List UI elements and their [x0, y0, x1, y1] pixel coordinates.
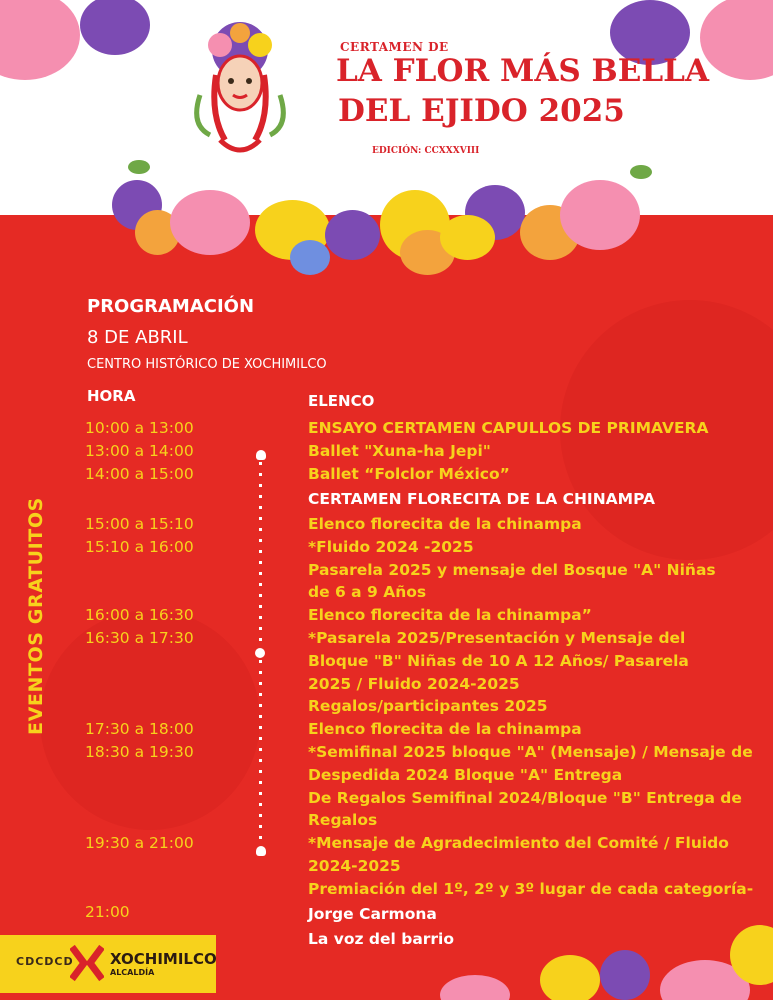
flower-icon — [255, 648, 265, 658]
alcaldia-subtitle: ALCALDÍA — [110, 968, 155, 977]
title-line-2: DEL EJIDO 2025 — [338, 93, 625, 129]
program-line: *Semifinal 2025 bloque "A" (Mensaje) / Mensaje de — [308, 743, 753, 761]
alcaldia-logo-block — [0, 935, 216, 993]
tulip-icon — [256, 450, 266, 460]
flower-decoration — [560, 180, 640, 250]
flower-decoration — [325, 210, 380, 260]
flower-decoration — [170, 190, 250, 255]
leaf-decoration — [630, 165, 652, 179]
program-line: Despedida 2024 Bloque "A" Entrega — [308, 766, 623, 784]
time-slot: 14:00 a 15:00 — [85, 465, 194, 483]
program-line: Premiación del 1º, 2º y 3º lugar de cada categoría- — [308, 880, 754, 898]
title-certamen: CERTAMEN DE — [340, 40, 449, 54]
program-line: Bloque "B" Niñas de 10 A 12 Años/ Pasarela — [308, 652, 689, 670]
program-column-header: ELENCO — [308, 392, 375, 410]
program-line: Jorge Carmona — [308, 905, 437, 923]
program-line: Elenco florecita de la chinampa — [308, 515, 582, 533]
xochimilco-x-icon — [70, 943, 104, 983]
program-line: Regalos — [308, 811, 378, 829]
flower-decoration — [440, 975, 510, 1000]
seal-icons: CDCDCD — [16, 955, 74, 968]
flower-decoration — [290, 240, 330, 275]
tulip-icon — [256, 846, 266, 856]
time-slot: 16:30 a 17:30 — [85, 629, 194, 647]
program-line: Ballet "Xuna-ha Jepi" — [308, 442, 491, 460]
event-date: 8 DE ABRIL — [87, 327, 188, 348]
time-slot: 10:00 a 13:00 — [85, 419, 194, 437]
program-line: Pasarela 2025 y mensaje del Bosque "A" Niñas — [308, 561, 716, 579]
program-line: Elenco florecita de la chinampa — [308, 720, 582, 738]
event-place: CENTRO HISTÓRICO DE XOCHIMILCO — [87, 357, 327, 372]
flower-decoration — [600, 950, 650, 1000]
time-slot: 18:30 a 19:30 — [85, 743, 194, 761]
program-line: *Pasarela 2025/Presentación y Mensaje del — [308, 629, 686, 647]
program-line: Elenco florecita de la chinampa” — [308, 606, 592, 624]
time-slot: 19:30 a 21:00 — [85, 834, 194, 852]
program-line: La voz del barrio — [308, 930, 455, 948]
program-line: De Regalos Semifinal 2024/Bloque "B" Entrega de — [308, 789, 742, 807]
alcaldia-name: XOCHIMILCO — [110, 950, 217, 968]
program-line: 2024-2025 — [308, 857, 401, 875]
flower-decoration — [540, 955, 600, 1000]
time-column-header: HORA — [87, 387, 136, 405]
time-slot: 15:10 a 16:00 — [85, 538, 194, 556]
program-line: Regalos/participantes 2025 — [308, 697, 548, 715]
program-line: *Mensaje de Agradecimiento del Comité / Fluido — [308, 834, 729, 852]
time-slot: 17:30 a 18:00 — [85, 720, 194, 738]
free-events-label: EVENTOS GRATUITOS — [25, 497, 47, 735]
program-line: Ballet “Folclor México” — [308, 465, 510, 483]
flower-decoration — [440, 215, 495, 260]
program-line: de 6 a 9 Años — [308, 583, 427, 601]
flower-girl-logo — [180, 15, 300, 165]
program-line: *Fluido 2024 -2025 — [308, 538, 474, 556]
title-line-1: LA FLOR MÁS BELLA — [336, 53, 710, 89]
time-slot: 13:00 a 14:00 — [85, 442, 194, 460]
time-slot: 16:00 a 16:30 — [85, 606, 194, 624]
program-line: ENSAYO CERTAMEN CAPULLOS DE PRIMAVERA — [308, 419, 709, 437]
edition-label: EDICIÓN: CCXXXVIII — [372, 146, 480, 156]
program-line: 2025 / Fluido 2024-2025 — [308, 675, 520, 693]
program-section-title: CERTAMEN FLORECITA DE LA CHINAMPA — [308, 490, 656, 508]
time-slot: 21:00 — [85, 903, 130, 921]
leaf-decoration — [128, 160, 150, 174]
time-slot: 15:00 a 15:10 — [85, 515, 194, 533]
program-heading: PROGRAMACIÓN — [87, 296, 255, 317]
